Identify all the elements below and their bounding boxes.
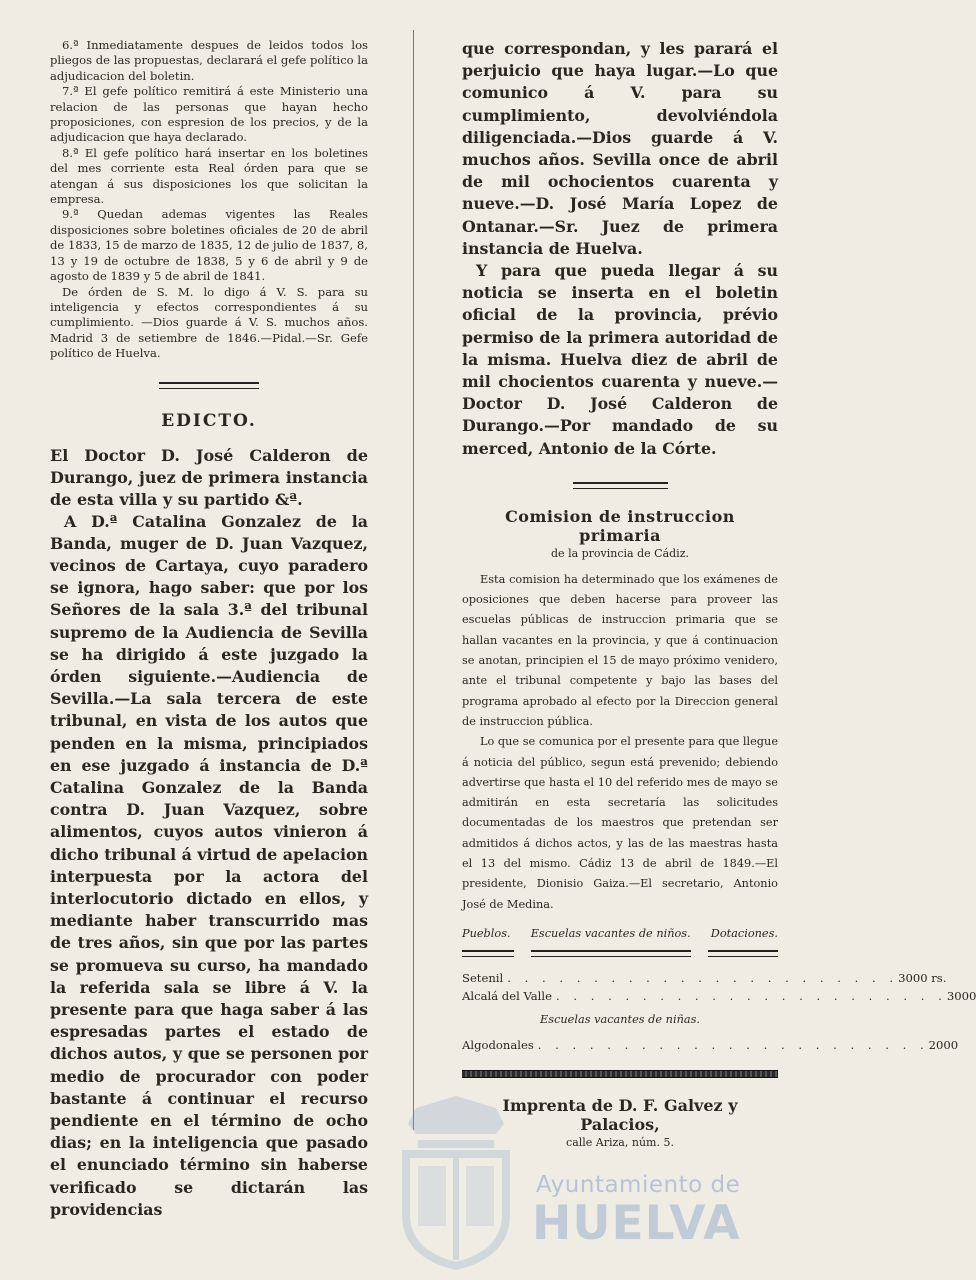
edicto-continuation: que correspondan, y les parará el perjuicio que haya lugar.—Lo que comunico á V. para su cumplimiento, devolviéndola diligenciada.—Dios guarde á V. muchos años. Sevilla once de abril de mil ochocientos cuarenta y nueve.—D. José María Lopez de Ontanar.—Sr. Juez de primera instancia de Huelva. Y para que pueda llegar á su noticia se inserta en el boletin oficial de la provincia, prévio permiso de la primera autoridad de la misma. Huelva diez de abril de mil chocientos cuarenta y nueve.—Doctor D. José Calderon de Durango.—Por mandado de su merced, Antonio de la Córte. [462, 38, 778, 460]
decree-closing: De órden de S. M. lo digo á V. S. para su inteligencia y efectos correspondientes á su cumplimiento. —Dios guarde á V. S. muchos años. Madrid 3 de setiembre de 1846.—Pidal.—Sr. Gefe político de Huelva. [50, 284, 368, 361]
vacancies-table [462, 926, 976, 1054]
section-rule [159, 382, 259, 389]
footer-rule [462, 1070, 778, 1078]
article-6: 6.ª Inmediatamente despues de leidos todos los pliegos de las propuestas, declarará el gefe político la adjudicacion del boletin. [50, 38, 368, 83]
printer-name: Imprenta de D. F. Galvez y Palacios, [502, 1095, 738, 1134]
edicto-title: EDICTO. [161, 410, 257, 431]
section-rule [573, 482, 668, 489]
table-row: Alcalá del Valle . . . . . . . . . . . . . . . . . . . . . . . 3000 [462, 988, 976, 1003]
edicto-heading: El Doctor D. José Calderon de Durango, juez de primera instancia de esta villa y su partido &ª. [50, 445, 368, 509]
edicto-body: A D.ª Catalina Gonzalez de la Banda, muger de D. Juan Vazquez, vecinos de Cartaya, cuyo paradero se ignora, hago saber: que por los Señores de la sala 3.ª del tribunal supremo de la Audiencia de Sevilla se ha dirigido á este juzgado la órden siguiente.—Audiencia de Sevilla.—La sala tercera de este tribunal, en vista de los autos que penden en la misma, principiados en ese juzgado á instancia de D.ª Catalina Gonzalez de la Banda contra D. Juan Vazquez, sobre alimentos, cuyos autos vinieron á dicho tribunal á virtud de apelacion interpuesta por la actora del interlocutorio dictado en ellos, y mediante haber transcurrido mas de tres años, sin que por las partes se promueva su curso, ha mandado la referida sala se libre á V. la presente para que haga saber á las espresadas partes el estado de dichos autos, y que se personen por medio de procurador con poder bastante á continuar el recurso pendiente en el término de ocho dias; en la inteligencia que pasado el enunciado término sin haberse verificado se dictarán las providencias [50, 511, 368, 1219]
girls-subheading: Escuelas vacantes de niñas. [540, 1012, 700, 1026]
right-column [462, 38, 976, 1149]
article-9: 9.ª Quedan ademas vigentes las Reales disposiciones sobre boletines oficiales de 20 de abril de 1833, 15 de marzo de 1835, 12 de julio de 1837, 8, 13 y 19 de octubre de 1838, 5 y 6 de abril y 9 de agosto de 1839 y 5 de abril de 1841. [50, 207, 368, 284]
table-header-rules [462, 950, 778, 957]
edicto-closing: Y para que pueda llegar á su noticia se inserta en el boletin oficial de la provincia, prévio permiso de la primera autoridad de la misma. Huelva diez de abril de mil chocientos cuarenta y nueve.—Doctor D. José Calderon de Durango.—Por mandado de su merced, Antonio de la Córte. [462, 261, 778, 458]
comision-title: Comision de instruccion primaria [505, 506, 735, 545]
watermark-line-1: Ayuntamiento de [536, 1172, 741, 1198]
city-crest-watermark-icon [396, 1094, 516, 1268]
column-divider [413, 30, 414, 1130]
table-row: Setenil . . . . . . . . . . . . . . . . . . . . . . . 3000 rs. [462, 970, 947, 985]
article-8: 8.ª El gefe político hará insertar en los boletines del mes corriente esta Real órden para que se atengan á sus disposiciones los que solicitan la empresa. [50, 145, 368, 207]
article-7: 7.ª El gefe político remitirá á este Ministerio una relacion de las personas que hayan hecho proposiciones, con espresion de los precios, y de la adjudicacion que haya declarado. [50, 84, 368, 145]
comision-paragraph: Lo que se comunica por el presente para que llegue á noticia del público, segun está prevenido; debiendo advertirse que hasta el 10 del referido mes de mayo se admitirán en esta secretaría las solicitudes documentadas de los maestros que pretendan ser admitidos á dichos actos, y las de las maestras hasta el 13 del mismo. Cádiz 13 de abril de 1849.—El presidente, Dionisio Gaiza.—El secretario, Antonio José de Medina. [462, 735, 778, 911]
table-row: Algodonales . . . . . . . . . . . . . . . . . . . . . . . 2000 [462, 1037, 959, 1052]
watermark-line-2: HUELVA [532, 1196, 741, 1251]
comision-subtitle: de la provincia de Cádiz. [551, 546, 689, 560]
decree-articles [50, 38, 368, 362]
comision-body [462, 570, 778, 915]
table-header: Pueblos. Escuelas vacantes de niños. Dotaciones. [462, 926, 778, 940]
printer-address: calle Ariza, núm. 5. [566, 1135, 674, 1149]
left-column [50, 38, 368, 1221]
comision-paragraph: Esta comision ha determinado que los exámenes de oposiciones que deben hacerse para proveer las escuelas públicas de instruccion primaria que se hallan vacantes en la provincia, y que á continuacion se anotan, principien el 15 de mayo próximo venidero, ante el tribunal competente y bajo las bases del programa aprobado al efecto por la Direccion general de instruccion pública. [462, 572, 778, 728]
